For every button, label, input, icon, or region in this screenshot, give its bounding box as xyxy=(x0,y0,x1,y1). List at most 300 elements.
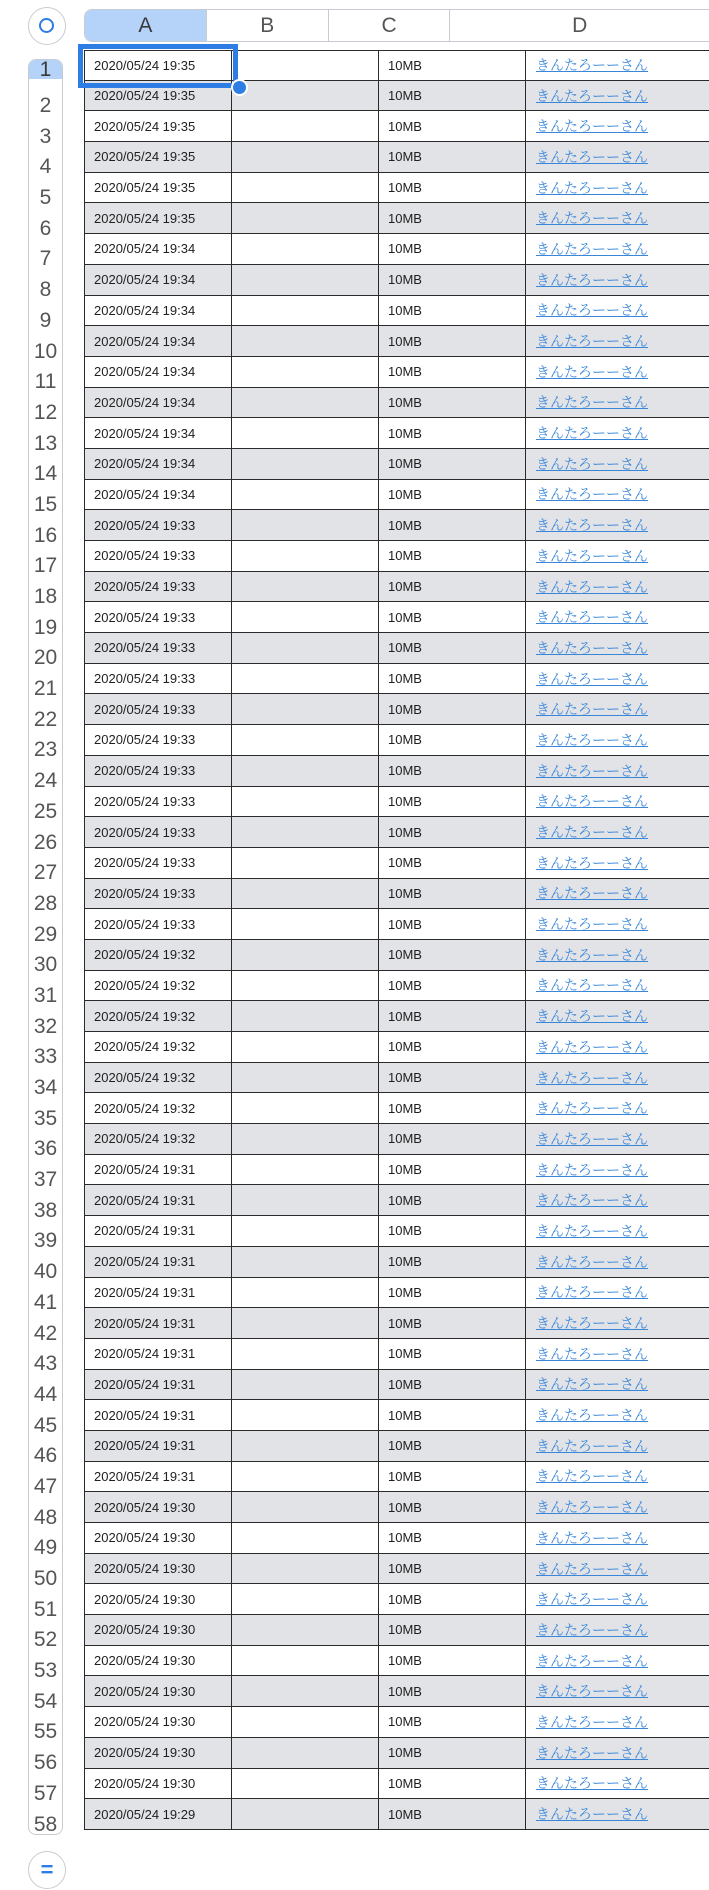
cell-c33[interactable]: 10MB xyxy=(379,1032,526,1063)
cell-d12[interactable] xyxy=(526,388,709,419)
cell-c17[interactable]: 10MB xyxy=(379,541,526,572)
row-header-31[interactable]: 31 xyxy=(33,983,58,1007)
cell-b38[interactable] xyxy=(232,1185,379,1216)
user-link[interactable]: きんたろーーさん xyxy=(536,1254,648,1271)
cell-d19[interactable] xyxy=(526,602,709,633)
row-header-8[interactable]: 8 xyxy=(39,278,52,302)
cell-b18[interactable] xyxy=(232,572,379,603)
row-header-33[interactable]: 33 xyxy=(33,1045,58,1069)
cell-b53[interactable] xyxy=(232,1646,379,1677)
row-header-49[interactable]: 49 xyxy=(33,1536,58,1560)
cell-c9[interactable]: 10MB xyxy=(379,296,526,327)
cell-d21[interactable] xyxy=(526,664,709,695)
user-link[interactable]: きんたろーーさん xyxy=(536,1009,648,1026)
row-header-1[interactable]: 1 xyxy=(29,60,62,79)
cell-b47[interactable] xyxy=(232,1462,379,1493)
cell-a6[interactable]: 2020/05/24 19:35 xyxy=(84,203,232,234)
user-link[interactable]: きんたろーーさん xyxy=(536,272,648,289)
row-header-11[interactable]: 11 xyxy=(34,370,57,394)
row-header-7[interactable]: 7 xyxy=(39,247,52,271)
cell-a58[interactable]: 2020/05/24 19:29 xyxy=(84,1799,232,1830)
cell-c34[interactable]: 10MB xyxy=(379,1063,526,1094)
row-header-36[interactable]: 36 xyxy=(33,1137,58,1161)
cell-a52[interactable]: 2020/05/24 19:30 xyxy=(84,1615,232,1646)
row-header-39[interactable]: 39 xyxy=(33,1229,58,1253)
cell-c53[interactable]: 10MB xyxy=(379,1646,526,1677)
user-link[interactable]: きんたろーーさん xyxy=(536,1592,648,1609)
cell-b22[interactable] xyxy=(232,694,379,725)
cell-d50[interactable] xyxy=(526,1554,709,1585)
user-link[interactable]: きんたろーーさん xyxy=(536,303,648,320)
cell-c28[interactable]: 10MB xyxy=(379,879,526,910)
cell-a55[interactable]: 2020/05/24 19:30 xyxy=(84,1707,232,1738)
cell-d54[interactable] xyxy=(526,1676,709,1707)
cell-b45[interactable] xyxy=(232,1400,379,1431)
cell-c13[interactable]: 10MB xyxy=(379,418,526,449)
row-header-16[interactable]: 16 xyxy=(33,523,58,547)
cell-a27[interactable]: 2020/05/24 19:33 xyxy=(84,848,232,879)
cell-b36[interactable] xyxy=(232,1124,379,1155)
cell-c44[interactable]: 10MB xyxy=(379,1370,526,1401)
user-link[interactable]: きんたろーーさん xyxy=(536,456,648,473)
row-header-30[interactable]: 30 xyxy=(33,953,58,977)
row-header-6[interactable]: 6 xyxy=(39,216,52,240)
cell-a35[interactable]: 2020/05/24 19:32 xyxy=(84,1093,232,1124)
cell-b35[interactable] xyxy=(232,1093,379,1124)
cell-a18[interactable]: 2020/05/24 19:33 xyxy=(84,572,232,603)
user-link[interactable]: きんたろーーさん xyxy=(536,1408,648,1425)
cell-d58[interactable] xyxy=(526,1799,709,1830)
cell-c3[interactable]: 10MB xyxy=(379,111,526,142)
cell-c31[interactable]: 10MB xyxy=(379,971,526,1002)
cell-d17[interactable] xyxy=(526,541,709,572)
row-header-23[interactable]: 23 xyxy=(33,738,58,762)
column-header-a[interactable]: A xyxy=(85,10,207,41)
cell-a26[interactable]: 2020/05/24 19:33 xyxy=(84,817,232,848)
cell-b24[interactable] xyxy=(232,756,379,787)
cell-c35[interactable]: 10MB xyxy=(379,1093,526,1124)
row-header-14[interactable]: 14 xyxy=(33,462,58,486)
cell-c54[interactable]: 10MB xyxy=(379,1676,526,1707)
row-header-54[interactable]: 54 xyxy=(33,1689,58,1713)
cell-d2[interactable] xyxy=(526,81,709,112)
cell-a48[interactable]: 2020/05/24 19:30 xyxy=(84,1492,232,1523)
cell-b7[interactable] xyxy=(232,234,379,265)
cell-d36[interactable] xyxy=(526,1124,709,1155)
cell-c18[interactable]: 10MB xyxy=(379,572,526,603)
cell-b33[interactable] xyxy=(232,1032,379,1063)
row-header-3[interactable]: 3 xyxy=(39,124,52,148)
row-header-48[interactable]: 48 xyxy=(33,1505,58,1529)
user-link[interactable]: きんたろーーさん xyxy=(536,1346,648,1363)
cell-a47[interactable]: 2020/05/24 19:31 xyxy=(84,1462,232,1493)
user-link[interactable]: きんたろーーさん xyxy=(536,1776,648,1793)
cell-c50[interactable]: 10MB xyxy=(379,1554,526,1585)
cell-a32[interactable]: 2020/05/24 19:32 xyxy=(84,1001,232,1032)
cell-c57[interactable]: 10MB xyxy=(379,1769,526,1800)
cell-c8[interactable]: 10MB xyxy=(379,265,526,296)
cell-c12[interactable]: 10MB xyxy=(379,388,526,419)
cell-d24[interactable] xyxy=(526,756,709,787)
user-link[interactable]: きんたろーーさん xyxy=(536,1070,648,1087)
cell-d43[interactable] xyxy=(526,1339,709,1370)
cell-b15[interactable] xyxy=(232,480,379,511)
cell-d39[interactable] xyxy=(526,1216,709,1247)
user-link[interactable]: きんたろーーさん xyxy=(536,917,648,934)
cell-c29[interactable]: 10MB xyxy=(379,909,526,940)
cell-a8[interactable]: 2020/05/24 19:34 xyxy=(84,265,232,296)
cell-c56[interactable]: 10MB xyxy=(379,1738,526,1769)
cell-c11[interactable]: 10MB xyxy=(379,357,526,388)
cell-a46[interactable]: 2020/05/24 19:31 xyxy=(84,1431,232,1462)
cell-d10[interactable] xyxy=(526,326,709,357)
cell-b8[interactable] xyxy=(232,265,379,296)
cell-b23[interactable] xyxy=(232,725,379,756)
cell-a44[interactable]: 2020/05/24 19:31 xyxy=(84,1370,232,1401)
cell-a33[interactable]: 2020/05/24 19:32 xyxy=(84,1032,232,1063)
user-link[interactable]: きんたろーーさん xyxy=(536,1193,648,1210)
row-header-47[interactable]: 47 xyxy=(33,1474,58,1498)
cell-d37[interactable] xyxy=(526,1155,709,1186)
row-header-22[interactable]: 22 xyxy=(33,707,58,731)
cell-d3[interactable] xyxy=(526,111,709,142)
user-link[interactable]: きんたろーーさん xyxy=(536,1684,648,1701)
cell-c20[interactable]: 10MB xyxy=(379,633,526,664)
cell-d30[interactable] xyxy=(526,940,709,971)
cell-a41[interactable]: 2020/05/24 19:31 xyxy=(84,1278,232,1309)
row-header-34[interactable]: 34 xyxy=(33,1076,58,1100)
row-header-27[interactable]: 27 xyxy=(33,861,58,885)
cell-a9[interactable]: 2020/05/24 19:34 xyxy=(84,296,232,327)
cell-d1[interactable] xyxy=(526,50,709,81)
row-header-42[interactable]: 42 xyxy=(33,1321,58,1345)
cell-c58[interactable]: 10MB xyxy=(379,1799,526,1830)
cell-b58[interactable] xyxy=(232,1799,379,1830)
row-header-17[interactable]: 17 xyxy=(33,554,58,578)
cell-b30[interactable] xyxy=(232,940,379,971)
cell-d4[interactable] xyxy=(526,142,709,173)
cell-b27[interactable] xyxy=(232,848,379,879)
row-header-21[interactable]: 21 xyxy=(33,677,58,701)
row-header-10[interactable]: 10 xyxy=(33,339,58,363)
row-header-51[interactable]: 51 xyxy=(33,1597,58,1621)
cell-d35[interactable] xyxy=(526,1093,709,1124)
user-link[interactable]: きんたろーーさん xyxy=(536,211,648,228)
user-link[interactable]: きんたろーーさん xyxy=(536,825,648,842)
cell-c6[interactable]: 10MB xyxy=(379,203,526,234)
cell-b28[interactable] xyxy=(232,879,379,910)
cell-d18[interactable] xyxy=(526,572,709,603)
cell-c30[interactable]: 10MB xyxy=(379,940,526,971)
cell-a21[interactable]: 2020/05/24 19:33 xyxy=(84,664,232,695)
row-header-44[interactable]: 44 xyxy=(33,1382,58,1406)
row-header-9[interactable]: 9 xyxy=(39,308,52,332)
user-link[interactable]: きんたろーーさん xyxy=(536,395,648,412)
cell-a45[interactable]: 2020/05/24 19:31 xyxy=(84,1400,232,1431)
row-header-41[interactable]: 41 xyxy=(33,1290,58,1314)
row-header-56[interactable]: 56 xyxy=(33,1751,58,1775)
cell-c14[interactable]: 10MB xyxy=(379,449,526,480)
row-header-18[interactable]: 18 xyxy=(33,585,58,609)
cell-b50[interactable] xyxy=(232,1554,379,1585)
cell-b46[interactable] xyxy=(232,1431,379,1462)
cell-c25[interactable]: 10MB xyxy=(379,787,526,818)
cell-c23[interactable]: 10MB xyxy=(379,725,526,756)
row-header-29[interactable]: 29 xyxy=(33,922,58,946)
user-link[interactable]: きんたろーーさん xyxy=(536,1653,648,1670)
cell-c40[interactable]: 10MB xyxy=(379,1247,526,1278)
cell-d53[interactable] xyxy=(526,1646,709,1677)
cell-d32[interactable] xyxy=(526,1001,709,1032)
cell-c36[interactable]: 10MB xyxy=(379,1124,526,1155)
cell-d14[interactable] xyxy=(526,449,709,480)
user-link[interactable]: きんたろーーさん xyxy=(536,886,648,903)
cell-d45[interactable] xyxy=(526,1400,709,1431)
row-header-5[interactable]: 5 xyxy=(39,186,52,210)
cell-b43[interactable] xyxy=(232,1339,379,1370)
cell-b1[interactable] xyxy=(232,50,379,81)
cell-c16[interactable]: 10MB xyxy=(379,510,526,541)
cell-b41[interactable] xyxy=(232,1278,379,1309)
row-header-28[interactable]: 28 xyxy=(33,891,58,915)
user-link[interactable]: きんたろーーさん xyxy=(536,426,648,443)
cell-c38[interactable]: 10MB xyxy=(379,1185,526,1216)
cell-b13[interactable] xyxy=(232,418,379,449)
cell-c37[interactable]: 10MB xyxy=(379,1155,526,1186)
user-link[interactable]: きんたろーーさん xyxy=(536,1162,648,1179)
cell-b10[interactable] xyxy=(232,326,379,357)
cell-c46[interactable]: 10MB xyxy=(379,1431,526,1462)
cell-b55[interactable] xyxy=(232,1707,379,1738)
cell-c42[interactable]: 10MB xyxy=(379,1308,526,1339)
user-link[interactable]: きんたろーーさん xyxy=(536,978,648,995)
cell-d47[interactable] xyxy=(526,1462,709,1493)
row-header-37[interactable]: 37 xyxy=(33,1168,58,1192)
cell-c24[interactable]: 10MB xyxy=(379,756,526,787)
row-header-19[interactable]: 19 xyxy=(33,615,58,639)
cell-a20[interactable]: 2020/05/24 19:33 xyxy=(84,633,232,664)
cell-a10[interactable]: 2020/05/24 19:34 xyxy=(84,326,232,357)
cell-b31[interactable] xyxy=(232,971,379,1002)
user-link[interactable]: きんたろーーさん xyxy=(536,149,648,166)
selection-drag-handle[interactable] xyxy=(231,79,248,96)
user-link[interactable]: きんたろーーさん xyxy=(536,1223,648,1240)
user-link[interactable]: きんたろーーさん xyxy=(536,1131,648,1148)
cell-b6[interactable] xyxy=(232,203,379,234)
row-header-57[interactable]: 57 xyxy=(33,1781,58,1805)
cell-b3[interactable] xyxy=(232,111,379,142)
cell-d23[interactable] xyxy=(526,725,709,756)
cell-b26[interactable] xyxy=(232,817,379,848)
row-header-35[interactable]: 35 xyxy=(33,1106,58,1130)
cell-c39[interactable]: 10MB xyxy=(379,1216,526,1247)
user-link[interactable]: きんたろーーさん xyxy=(536,1285,648,1302)
user-link[interactable]: きんたろーーさん xyxy=(536,88,648,105)
cell-a40[interactable]: 2020/05/24 19:31 xyxy=(84,1247,232,1278)
row-header-12[interactable]: 12 xyxy=(33,400,58,424)
cell-a1[interactable]: 2020/05/24 19:35 xyxy=(84,50,232,81)
cell-a24[interactable]: 2020/05/24 19:33 xyxy=(84,756,232,787)
cell-a2[interactable]: 2020/05/24 19:35 xyxy=(84,81,232,112)
cell-a49[interactable]: 2020/05/24 19:30 xyxy=(84,1523,232,1554)
cell-a28[interactable]: 2020/05/24 19:33 xyxy=(84,879,232,910)
cell-b49[interactable] xyxy=(232,1523,379,1554)
row-header-53[interactable]: 53 xyxy=(33,1659,58,1683)
user-link[interactable]: きんたろーーさん xyxy=(536,855,648,872)
cell-d15[interactable] xyxy=(526,480,709,511)
cell-b21[interactable] xyxy=(232,664,379,695)
cell-d31[interactable] xyxy=(526,971,709,1002)
cell-c7[interactable]: 10MB xyxy=(379,234,526,265)
cell-a23[interactable]: 2020/05/24 19:33 xyxy=(84,725,232,756)
cell-a34[interactable]: 2020/05/24 19:32 xyxy=(84,1063,232,1094)
cell-d38[interactable] xyxy=(526,1185,709,1216)
cell-b4[interactable] xyxy=(232,142,379,173)
cell-b11[interactable] xyxy=(232,357,379,388)
cell-b39[interactable] xyxy=(232,1216,379,1247)
user-link[interactable]: きんたろーーさん xyxy=(536,364,648,381)
row-header-38[interactable]: 38 xyxy=(33,1198,58,1222)
cell-d49[interactable] xyxy=(526,1523,709,1554)
cell-d27[interactable] xyxy=(526,848,709,879)
cell-d56[interactable] xyxy=(526,1738,709,1769)
user-link[interactable]: きんたろーーさん xyxy=(536,1500,648,1517)
cell-a3[interactable]: 2020/05/24 19:35 xyxy=(84,111,232,142)
row-header-45[interactable]: 45 xyxy=(33,1413,58,1437)
cell-a43[interactable]: 2020/05/24 19:31 xyxy=(84,1339,232,1370)
select-all-button[interactable] xyxy=(28,7,66,45)
row-header-40[interactable]: 40 xyxy=(33,1260,58,1284)
cell-a50[interactable]: 2020/05/24 19:30 xyxy=(84,1554,232,1585)
cell-c19[interactable]: 10MB xyxy=(379,602,526,633)
user-link[interactable]: きんたろーーさん xyxy=(536,487,648,504)
user-link[interactable]: きんたろーーさん xyxy=(536,732,648,749)
cell-a7[interactable]: 2020/05/24 19:34 xyxy=(84,234,232,265)
user-link[interactable]: きんたろーーさん xyxy=(536,763,648,780)
cell-b5[interactable] xyxy=(232,173,379,204)
cell-a25[interactable]: 2020/05/24 19:33 xyxy=(84,787,232,818)
column-header-d[interactable]: D xyxy=(450,10,709,41)
user-link[interactable]: きんたろーーさん xyxy=(536,1469,648,1486)
user-link[interactable]: きんたろーーさん xyxy=(536,119,648,136)
row-header-24[interactable]: 24 xyxy=(33,769,58,793)
cell-d29[interactable] xyxy=(526,909,709,940)
cell-a5[interactable]: 2020/05/24 19:35 xyxy=(84,173,232,204)
cell-c51[interactable]: 10MB xyxy=(379,1584,526,1615)
cell-b34[interactable] xyxy=(232,1063,379,1094)
row-header-2[interactable]: 2 xyxy=(39,94,52,118)
column-header-c[interactable]: C xyxy=(329,10,451,41)
cell-b56[interactable] xyxy=(232,1738,379,1769)
cell-b29[interactable] xyxy=(232,909,379,940)
cell-d7[interactable] xyxy=(526,234,709,265)
user-link[interactable]: きんたろーーさん xyxy=(536,1714,648,1731)
cell-d11[interactable] xyxy=(526,357,709,388)
cell-a37[interactable]: 2020/05/24 19:31 xyxy=(84,1155,232,1186)
cell-d55[interactable] xyxy=(526,1707,709,1738)
cell-d26[interactable] xyxy=(526,817,709,848)
cell-a29[interactable]: 2020/05/24 19:33 xyxy=(84,909,232,940)
cell-c10[interactable]: 10MB xyxy=(379,326,526,357)
user-link[interactable]: きんたろーーさん xyxy=(536,1622,648,1639)
row-header-43[interactable]: 43 xyxy=(33,1352,58,1376)
user-link[interactable]: きんたろーーさん xyxy=(536,1438,648,1455)
cell-a14[interactable]: 2020/05/24 19:34 xyxy=(84,449,232,480)
cell-c21[interactable]: 10MB xyxy=(379,664,526,695)
user-link[interactable]: きんたろーーさん xyxy=(536,702,648,719)
cell-d8[interactable] xyxy=(526,265,709,296)
cell-d52[interactable] xyxy=(526,1615,709,1646)
cell-c49[interactable]: 10MB xyxy=(379,1523,526,1554)
row-header-26[interactable]: 26 xyxy=(33,830,58,854)
cell-a39[interactable]: 2020/05/24 19:31 xyxy=(84,1216,232,1247)
user-link[interactable]: きんたろーーさん xyxy=(536,1316,648,1333)
cell-d22[interactable] xyxy=(526,694,709,725)
cell-d5[interactable] xyxy=(526,173,709,204)
cell-b16[interactable] xyxy=(232,510,379,541)
user-link[interactable]: きんたろーーさん xyxy=(536,1377,648,1394)
cell-d44[interactable] xyxy=(526,1370,709,1401)
cell-c27[interactable]: 10MB xyxy=(379,848,526,879)
row-header-4[interactable]: 4 xyxy=(39,155,52,179)
cell-a42[interactable]: 2020/05/24 19:31 xyxy=(84,1308,232,1339)
cell-d20[interactable] xyxy=(526,633,709,664)
row-header-25[interactable]: 25 xyxy=(33,799,58,823)
cell-b37[interactable] xyxy=(232,1155,379,1186)
cell-b42[interactable] xyxy=(232,1308,379,1339)
cell-a12[interactable]: 2020/05/24 19:34 xyxy=(84,388,232,419)
row-header-13[interactable]: 13 xyxy=(33,431,58,455)
user-link[interactable]: きんたろーーさん xyxy=(536,1561,648,1578)
user-link[interactable]: きんたろーーさん xyxy=(536,1807,648,1824)
row-header-58[interactable]: 58 xyxy=(33,1812,58,1835)
cell-c22[interactable]: 10MB xyxy=(379,694,526,725)
user-link[interactable]: きんたろーーさん xyxy=(536,58,648,75)
cell-c4[interactable]: 10MB xyxy=(379,142,526,173)
cell-c32[interactable]: 10MB xyxy=(379,1001,526,1032)
cell-b2[interactable] xyxy=(232,81,379,112)
user-link[interactable]: きんたろーーさん xyxy=(536,1039,648,1056)
user-link[interactable]: きんたろーーさん xyxy=(536,1101,648,1118)
user-link[interactable]: きんたろーーさん xyxy=(536,671,648,688)
cell-c48[interactable]: 10MB xyxy=(379,1492,526,1523)
cell-b40[interactable] xyxy=(232,1247,379,1278)
cell-b25[interactable] xyxy=(232,787,379,818)
cell-a15[interactable]: 2020/05/24 19:34 xyxy=(84,480,232,511)
cell-a22[interactable]: 2020/05/24 19:33 xyxy=(84,694,232,725)
row-header-20[interactable]: 20 xyxy=(33,646,58,670)
cell-d34[interactable] xyxy=(526,1063,709,1094)
cell-c45[interactable]: 10MB xyxy=(379,1400,526,1431)
cell-d46[interactable] xyxy=(526,1431,709,1462)
cell-b51[interactable] xyxy=(232,1584,379,1615)
cell-a53[interactable]: 2020/05/24 19:30 xyxy=(84,1646,232,1677)
cell-b57[interactable] xyxy=(232,1769,379,1800)
row-header-46[interactable]: 46 xyxy=(33,1444,58,1468)
cell-c52[interactable]: 10MB xyxy=(379,1615,526,1646)
cell-d40[interactable] xyxy=(526,1247,709,1278)
cell-a4[interactable]: 2020/05/24 19:35 xyxy=(84,142,232,173)
cell-a51[interactable]: 2020/05/24 19:30 xyxy=(84,1584,232,1615)
user-link[interactable]: きんたろーーさん xyxy=(536,180,648,197)
cell-d16[interactable] xyxy=(526,510,709,541)
cell-a36[interactable]: 2020/05/24 19:32 xyxy=(84,1124,232,1155)
cell-b12[interactable] xyxy=(232,388,379,419)
cell-c15[interactable]: 10MB xyxy=(379,480,526,511)
row-header-55[interactable]: 55 xyxy=(33,1720,58,1744)
cell-b44[interactable] xyxy=(232,1370,379,1401)
cell-b19[interactable] xyxy=(232,602,379,633)
